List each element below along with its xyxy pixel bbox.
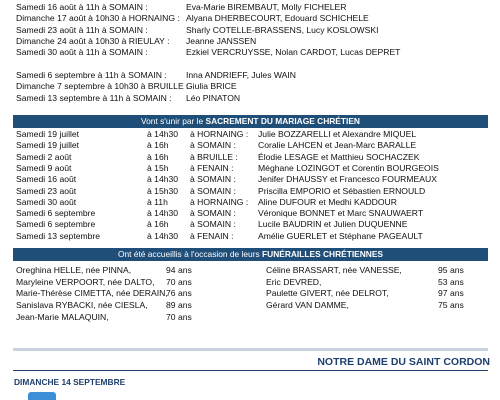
funeral-name: Marie-Thérèse CIMETTA, née DERAIN, [16,288,168,299]
list-item [0,81,500,92]
list-item [0,25,500,36]
marriage-day: Samedi 16 août [16,174,77,185]
list-item [0,129,500,140]
marriage-names: Coralie LAHCEN et Jean-Marc BARALLE [258,140,417,151]
baptism-date: Samedi 16 août à 11h à SOMAIN : [16,2,148,12]
marriage-place: à SOMAIN : [190,208,236,219]
marriage-names: Priscilla EMPORIO et Sébastien ERNOULD [258,185,426,196]
baptism-names: Inna ANDRIEFF, Jules WAIN [186,70,296,80]
list-item [0,47,500,58]
baptism-names: Sharly COTELLE-BRASSENS, Lucy KOSLOWSKI [186,24,379,35]
funeral-name: Paulette GIVERT, née DELROT, [266,288,389,299]
baptism-names: Ezkiel VERCRUYSSE, Nolan CARDOT, Lucas DEPRET [186,47,401,58]
marriage-banner [13,115,488,128]
list-item [0,208,500,219]
marriage-names: Jenifer DHAUSSY et Francesco FOURMEAUX [258,174,437,185]
marriage-day: Samedi 6 septembre [16,219,96,230]
marriage-place: à HORNAING : [190,129,249,139]
marriage-time: à 16h [147,219,169,230]
marriage-time: à 16h [147,151,169,162]
marriage-day: Samedi 19 juillet [16,129,80,139]
marriage-time: à 14h30 [147,230,179,241]
funeral-age: 75 ans [438,300,464,311]
marriage-day: Samedi 9 août [16,162,72,173]
funeral-name: Céline BRASSART, née VANESSE, [266,265,402,275]
marriage-day: Samedi 13 septembre [16,230,101,241]
list-item [0,152,500,163]
section-title-rule [13,370,488,371]
funeral-name: Jean-Marie MALAQUIN, [16,311,109,322]
funeral-name: Oreghina HELLE, née PINNA, [16,265,132,275]
marriage-time: à 16h [147,140,169,151]
marriage-banner-emphasis: SACREMENT DU MARIAGE CHRÉTIEN [205,116,360,126]
funeral-age: 53 ans [438,276,464,287]
marriage-time: à 15h [147,162,169,173]
marriage-banner-prefix: Vont s'unir par le [141,116,206,126]
funeral-age: 70 ans [166,276,192,287]
baptism-date: Samedi 30 août à 11h à SOMAIN : [16,47,148,58]
marriage-names: Méghane LOZINGOT et Corentin BOURGEOIS [258,162,439,173]
marriage-time: à 14h30 [147,208,179,219]
funeral-name: Sanislava RYBACKI, née CIESLA, [16,300,148,311]
baptism-names: Eva-Marie BIREMBAUT, Molly FICHELER [186,2,347,12]
funeral-name: Eric DEVRED, [266,276,322,287]
marriage-place: à FENAIN : [190,162,234,173]
funeral-age: 95 ans [438,265,464,275]
marriage-names: Élodie LESAGE et Matthieu SOCHACZEK [258,151,420,162]
marriage-place: à HORNAING : [190,196,249,207]
funeral-age: 76 ans [166,288,192,299]
marriage-names: Lucile BAUDRIN et Julien DUQUENNE [258,219,408,230]
marriage-names: Amélie GUERLET et Stéphane PAGEAULT [258,230,423,241]
baptism-date: Dimanche 24 août à 10h30 à RIEULAY : [16,35,170,46]
baptism-date: Dimanche 17 août à 10h30 à HORNAING : [16,13,180,24]
baptism-names: Alyana DHERBECOURT, Edouard SCHICHELE [186,13,369,24]
list-item [0,140,500,151]
marriage-day: Samedi 30 août [16,196,77,207]
section-subtitle: DIMANCHE 14 SEPTEMBRE [14,377,126,387]
funeral-banner-prefix: Ont été accueillis à l'occasion de leurs [117,249,263,259]
marriage-place: à FENAIN : [190,230,234,241]
list-item [0,13,500,24]
marriage-time: à 11h [147,196,168,207]
baptism-names: Léo PINATON [186,92,241,103]
funeral-name: Gérard VAN DAMME, [266,300,349,311]
list-item [0,163,500,174]
marriage-names: Julie BOZZARELLI et Alexandre MIQUEL [258,129,417,139]
funeral-age: 89 ans [166,300,192,311]
funeral-age: 94 ans [166,265,192,275]
marriage-names: Aline DUFOUR et Medhi KADDOUR [258,196,397,207]
baptism-names: Giulia BRICE [186,81,237,92]
marriage-day: Samedi 19 juillet [16,140,80,151]
marriage-day: Samedi 6 septembre [16,208,96,219]
marriage-names: Véronique BONNET et Marc SNAUWAERT [258,208,424,219]
list-item [0,2,500,13]
marriage-time: à 14h30 [147,129,179,139]
marriage-place: à SOMAIN : [190,174,236,185]
marriage-day: Samedi 2 août [16,151,72,162]
marriage-place: à SOMAIN : [190,140,236,151]
funeral-name: Maryleine VERPOORT, née DALTO, [16,276,155,287]
marriage-time: à 14h30 [147,174,179,185]
list-item [0,231,500,242]
list-item [0,36,500,47]
image-icon [28,392,56,400]
section-divider [13,348,488,351]
baptism-date: Samedi 23 août à 11h à SOMAIN : [16,24,148,35]
list-item [0,197,500,208]
list-item [0,186,500,197]
baptism-date: Dimanche 7 septembre à 10h30 à BRUILLE : [16,81,189,92]
funeral-banner-emphasis: FUNÉRAILLES CHRÉTIENNES [262,249,384,259]
funeral-banner [13,248,488,261]
funeral-age: 97 ans [438,288,464,299]
list-item [0,70,500,81]
marriage-day: Samedi 23 août [16,185,77,196]
list-item [0,174,500,185]
baptism-names: Jeanne JANSSEN [186,35,257,46]
list-item [0,93,500,104]
baptism-date: Samedi 6 septembre à 11h à SOMAIN : [16,70,167,80]
marriage-time: à 15h30 [147,185,179,196]
marriage-place: à SOMAIN : [190,219,236,230]
funeral-age: 70 ans [166,311,192,322]
baptism-date: Samedi 13 septembre à 11h à SOMAIN : [16,92,172,103]
marriage-place: à BRUILLE : [190,151,238,162]
list-item [0,219,500,230]
marriage-place: à SOMAIN : [190,185,236,196]
section-title: NOTRE DAME DU SAINT CORDON [317,356,490,368]
